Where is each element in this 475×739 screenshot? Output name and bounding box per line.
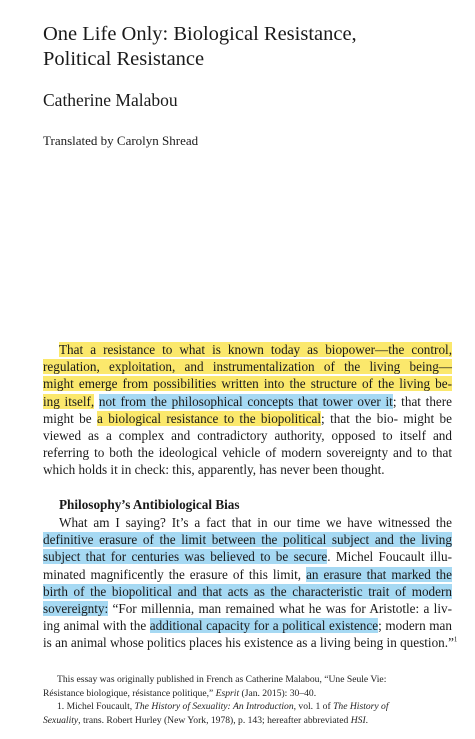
paragraph-2	[43, 514, 458, 652]
footnote-ref[interactable]: 1	[453, 635, 458, 644]
blue-highlight: birth of the biopolitical and that acts as the characteristic trait of modern	[43, 583, 452, 599]
blue-highlight: subject that for centuries was believed to be secure	[43, 549, 328, 565]
text-line	[43, 375, 452, 392]
text-line: minated magnificently the erasure of this limit, an erasure that marked the	[43, 566, 452, 582]
yellow-highlight: regulation, exploitation, and instrumentalization of the living being—	[43, 359, 452, 375]
text-line: might be a biological resistance to the biopolitical; that the bio- might be	[43, 410, 453, 426]
footnote-line: Sexuality, trans. Robert Hurley (New York, 1978), p. 143; hereafter abbreviated HSI.	[43, 714, 369, 726]
text-line: which holds it in check: this, apparently, has never been thought.	[43, 462, 385, 478]
article-title	[43, 22, 463, 72]
yellow-highlight: ing itself,	[43, 393, 95, 409]
yellow-highlight: a biological resistance to the biopolitical	[97, 410, 322, 426]
text-line	[43, 341, 452, 358]
title-line-1: One Life Only: Biological Resistance,	[43, 23, 357, 45]
yellow-highlight: might emerge from possibilities written into the structure of the living be-	[43, 376, 452, 392]
text-line: viewed as a complex and contradictory authority, opposed to itself and	[43, 427, 452, 443]
author-name: Catherine Malabou	[43, 90, 178, 110]
text-line: What am I saying? It’s a fact that in our time we have witnessed the	[59, 515, 452, 530]
yellow-highlight: That a resistance to what is known today as biopower—the control,	[59, 342, 452, 357]
text-line: is an animal whose politics places his existence as a living being in question.”$^1$	[43, 635, 458, 651]
section-heading: Philosophy’s Antibiological Bias	[59, 497, 240, 512]
blue-highlight: sovereignty:	[43, 600, 109, 616]
text-line: referring to both the ideological vehicle of modern sovereignty and to that	[43, 445, 452, 461]
footnote-line: This essay was originally published in French as Catherine Malabou, “Une Seule Vie:	[57, 674, 387, 685]
text-line: subject that for centuries was believed to be secure. Michel Foucault illu-	[43, 549, 452, 565]
text-line	[43, 358, 452, 375]
text-line: sovereignty: “For millennia, man remained what he was for Aristotle: a liv-	[43, 600, 452, 616]
footnote-line: 1. Michel Foucault, The History of Sexuality: An Introduction, vol. 1 of The History of	[57, 701, 389, 712]
blue-highlight: definitive erasure of the limit between the political subject and the living	[43, 532, 452, 548]
text-line: ing itself, not from the philosophical concepts that tower over it; that there	[43, 393, 453, 409]
footnote-line: Résistance biologique, résistance politique,” Esprit (Jan. 2015): 30–40.	[43, 687, 317, 699]
text-line: ing animal with the additional capacity for a political existence; modern man	[43, 618, 452, 634]
text-line	[43, 531, 452, 548]
blue-highlight: additional capacity for a political existence	[149, 618, 379, 634]
blue-highlight: an erasure that marked the	[306, 566, 452, 582]
footnotes	[43, 673, 452, 727]
translator-credit: Translated by Carolyn Shread	[43, 133, 199, 148]
text-line	[43, 583, 452, 600]
paragraph-1	[43, 341, 452, 479]
title-line-2: Political Resistance	[43, 48, 205, 70]
blue-highlight: not from the philosophical concepts that tower over it	[98, 393, 393, 409]
